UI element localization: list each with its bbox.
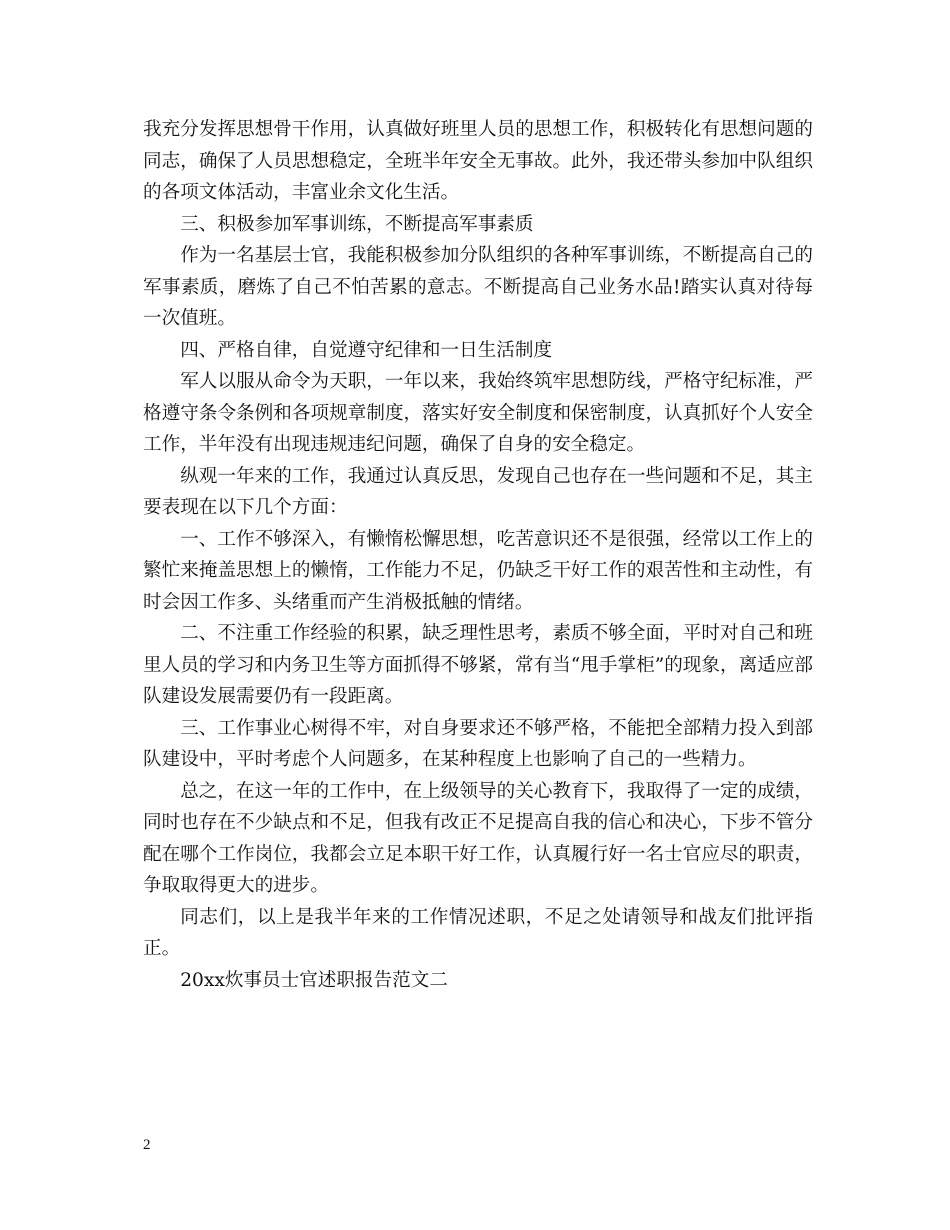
paragraph-3: 军人以服从命令为天职，一年以来，我始终筑牢思想防线，严格守纪标准，严格遵守条令条例和各项规章制度，落实好安全制度和保密制度，认真抓好个人安全工作，半年没有出现违规违纪问题，确保了自身的安全稳定。 — [143, 371, 813, 455]
paragraph-2: 作为一名基层士官，我能积极参加分队组织的各种军事训练，不断提高自己的军事素质，磨炼了自己不怕苦累的意志。不断提高自己业务水品!踏实认真对待每一次值班。 — [143, 245, 813, 329]
next-article-title: 20xx炊事员士官述职报告范文二 — [180, 969, 448, 991]
section-heading-3: 三、积极参加军事训练，不断提高军事素质 — [180, 213, 534, 235]
document-body — [143, 114, 813, 996]
shortcoming-1: 一、工作不够深入，有懒惰松懈思想，吃苦意识还不是很强，经常以工作上的繁忙来掩盖思想上的懒惰，工作能力不足，仍缺乏干好工作的艰苦性和主动性，有时会因工作多、头绪重而产生消极抵触的情绪。 — [143, 528, 813, 613]
shortcoming-3: 三、工作事业心树得不牢，对自身要求还不够严格，不能把全部精力投入到部队建设中，平时考虑个人问题多，在某种程度上也影响了自己的一些精力。 — [143, 717, 813, 770]
shortcoming-2: 二、不注重工作经验的积累，缺乏理性思考，素质不够全面，平时对自己和班里人员的学习和内务卫生等方面抓得不够紧，常有当“甩手掌柜”的现象，离适应部队建设发展需要仍有一段距离。 — [143, 623, 813, 707]
closing-paragraph: 同志们，以上是我半年来的工作情况述职，不足之处请领导和战友们批评指正。 — [143, 906, 813, 959]
paragraph-4: 纵观一年来的工作，我通过认真反思，发现自己也存在一些问题和不足，其主要表现在以下几个方面： — [143, 465, 813, 518]
page-number: 2 — [143, 1137, 151, 1153]
section-heading-4: 四、严格自律，自觉遵守纪律和一日生活制度 — [180, 339, 553, 361]
paragraph-1: 我充分发挥思想骨干作用，认真做好班里人员的思想工作，积极转化有思想问题的同志，确保了人员思想稳定，全班半年安全无事故。此外，我还带头参加中队组织的各项文体活动，丰富业余文化生活。 — [143, 119, 813, 203]
conclusion-paragraph: 总之，在这一年的工作中，在上级领导的关心教育下，我取得了一定的成绩，同时也存在不少缺点和不足，但我有改正不足提高自我的信心和决心，下步不管分配在哪个工作岗位，我都会立足本职干好工作，认真履行好一名士官应尽的职责，争取取得更大的进步。 — [143, 780, 813, 896]
